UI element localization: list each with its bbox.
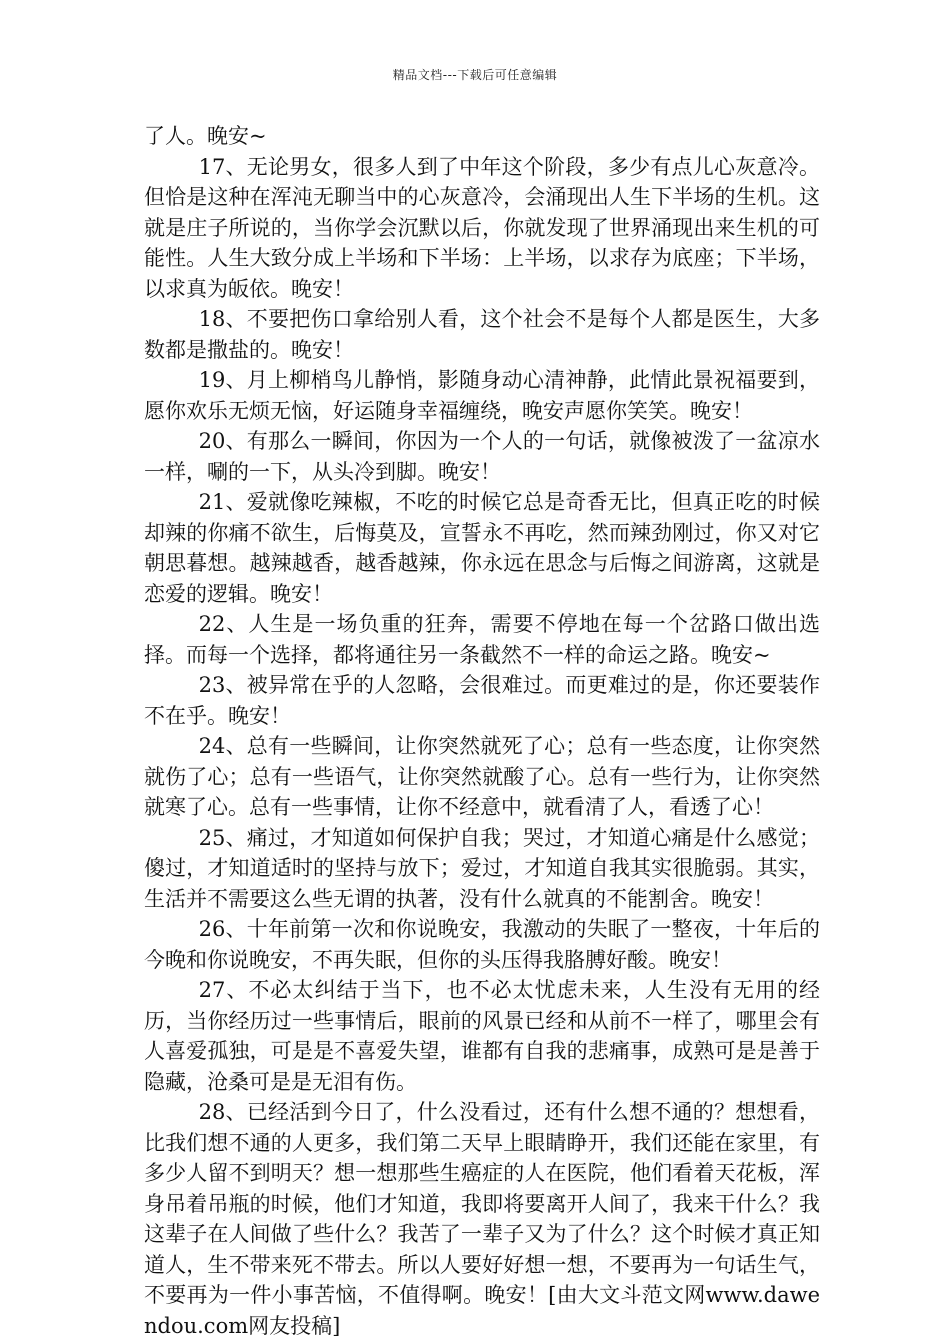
paragraph-22: 22、人生是一场负重的狂奔，需要不停地在每一个岔路口做出选择。而每一个选择，都将通往另一条截然不一样的命运之路。晚安~ <box>144 612 820 667</box>
paragraph-27: 27、不必太纠结于当下，也不必太忧虑未来，人生没有无用的经历，当你经历过一些事情后，眼前的风景已经和从前不一样了，哪里会有人喜爱孤独，可是是不喜爱失望，谁都有自我的悲痛事，成熟可是是善于隐藏，沧桑可是是无泪有伤。 <box>144 978 820 1094</box>
document-body <box>144 121 820 1341</box>
page-header: 精品文档---下载后可任意编辑 <box>392 68 558 82</box>
paragraph-28: 28、已经活到今日了，什么没看过，还有什么想不通的？想想看，比我们想不通的人更多，我们第二天早上眼睛睁开，我们还能在家里，有多少人留不到明天？想一想那些生癌症的人在医院，他们看着天花板，浑身吊着吊瓶的时候，他们才知道，我即将要离开人间了，我来干什么？我这辈子在人间做了些什么？我苦了一辈子又为了什么？这个时候才真正知道人，生不带来死不带去。所以人要好好想一想，不要再为一句话生气，不要再为一件小事苦恼，不值得啊。晚安！[由大文斗范文网www.dawendou.com网友投稿] <box>144 1100 820 1338</box>
paragraph-23: 23、被异常在乎的人忽略，会很难过。而更难过的是，你还要装作不在乎。晚安！ <box>144 673 820 728</box>
paragraph-19: 19、月上柳梢鸟儿静悄，影随身动心清神静，此情此景祝福要到，愿你欢乐无烦无恼，好运随身幸福缠绕，晚安声愿你笑笑。晚安！ <box>144 368 820 423</box>
paragraph-17: 17、无论男女，很多人到了中年这个阶段，多少有点儿心灰意冷。但恰是这种在浑沌无聊当中的心灰意冷，会涌现出人生下半场的生机。这就是庄子所说的，当你学会沉默以后，你就发现了世界涌现出来生机的可能性。人生大致分成上半场和下半场：上半场，以求存为底座；下半场，以求真为皈依。晚安！ <box>144 154 820 301</box>
paragraph-18: 18、不要把伤口拿给别人看，这个社会不是每个人都是医生，大多数都是撒盐的。晚安！ <box>144 307 820 362</box>
paragraph-21: 21、爱就像吃辣椒，不吃的时候它总是奇香无比，但真正吃的时候却辣的你痛不欲生，后悔莫及，宣誓永不再吃，然而辣劲刚过，你又对它朝思暮想。越辣越香，越香越辣，你永远在思念与后悔之间游离，这就是恋爱的逻辑。晚安！ <box>144 490 820 606</box>
paragraph-24: 24、总有一些瞬间，让你突然就死了心；总有一些态度，让你突然就伤了心；总有一些语气，让你突然就酸了心。总有一些行为，让你突然就寒了心。总有一些事情，让你不经意中，就看清了人，看透了心！ <box>144 734 820 819</box>
paragraph-continuation: 了人。晚安~ <box>144 124 267 148</box>
paragraph-26: 26、十年前第一次和你说晚安，我激动的失眠了一整夜，十年后的今晚和你说晚安，不再失眠，但你的头压得我胳膊好酸。晚安！ <box>144 917 820 972</box>
paragraph-20: 20、有那么一瞬间，你因为一个人的一句话，就像被泼了一盆凉水一样，唰的一下，从头冷到脚。晚安！ <box>144 429 820 484</box>
paragraph-25: 25、痛过，才知道如何保护自我；哭过，才知道心痛是什么感觉；傻过，才知道适时的坚持与放下；爱过，才知道自我其实很脆弱。其实，生活并不需要这么些无谓的执著，没有什么就真的不能割舍。晚安！ <box>144 825 820 911</box>
